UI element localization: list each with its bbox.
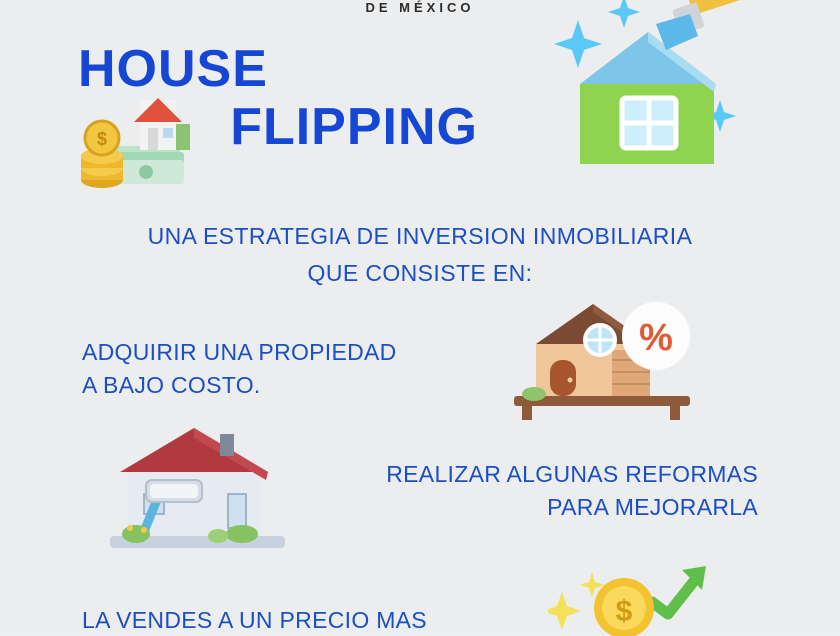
house-with-paint-roller-illustration: [100, 418, 300, 568]
step-2-text: [338, 458, 758, 524]
step-1-text: [82, 336, 442, 402]
step-3-line-1: LA VENDES A UN PRECIO MAS: [82, 607, 427, 630]
svg-text:$: $: [615, 595, 633, 628]
subtitle-line-2: QUE CONSISTE EN:: [307, 260, 533, 286]
step-1-line-2: A BAJO COSTO.: [82, 372, 261, 398]
coin-with-growth-arrow-illustration: [548, 556, 718, 636]
subtitle: [0, 218, 840, 292]
step-1-line-1: ADQUIRIR UNA PROPIEDAD: [82, 339, 397, 365]
subtitle-line-1: UNA ESTRATEGIA DE INVERSION INMOBILIARIA: [147, 223, 693, 249]
money-and-house-illustration: [78, 88, 198, 198]
title-line-house: HOUSE: [78, 40, 268, 98]
step-2-line-2: PARA MEJORARLA: [547, 494, 758, 520]
house-with-percent-discount-illustration: [500, 288, 710, 428]
svg-text:%: %: [639, 317, 673, 359]
green-house-with-paintbrush-illustration: [538, 0, 758, 182]
step-3-text: [82, 604, 512, 630]
svg-text:$: $: [96, 129, 108, 149]
brand-header-line-2: DE MÉXICO: [365, 0, 475, 15]
step-2-line-1: REALIZAR ALGUNAS REFORMAS: [386, 461, 758, 487]
title-line-flipping: FLIPPING: [230, 98, 478, 156]
